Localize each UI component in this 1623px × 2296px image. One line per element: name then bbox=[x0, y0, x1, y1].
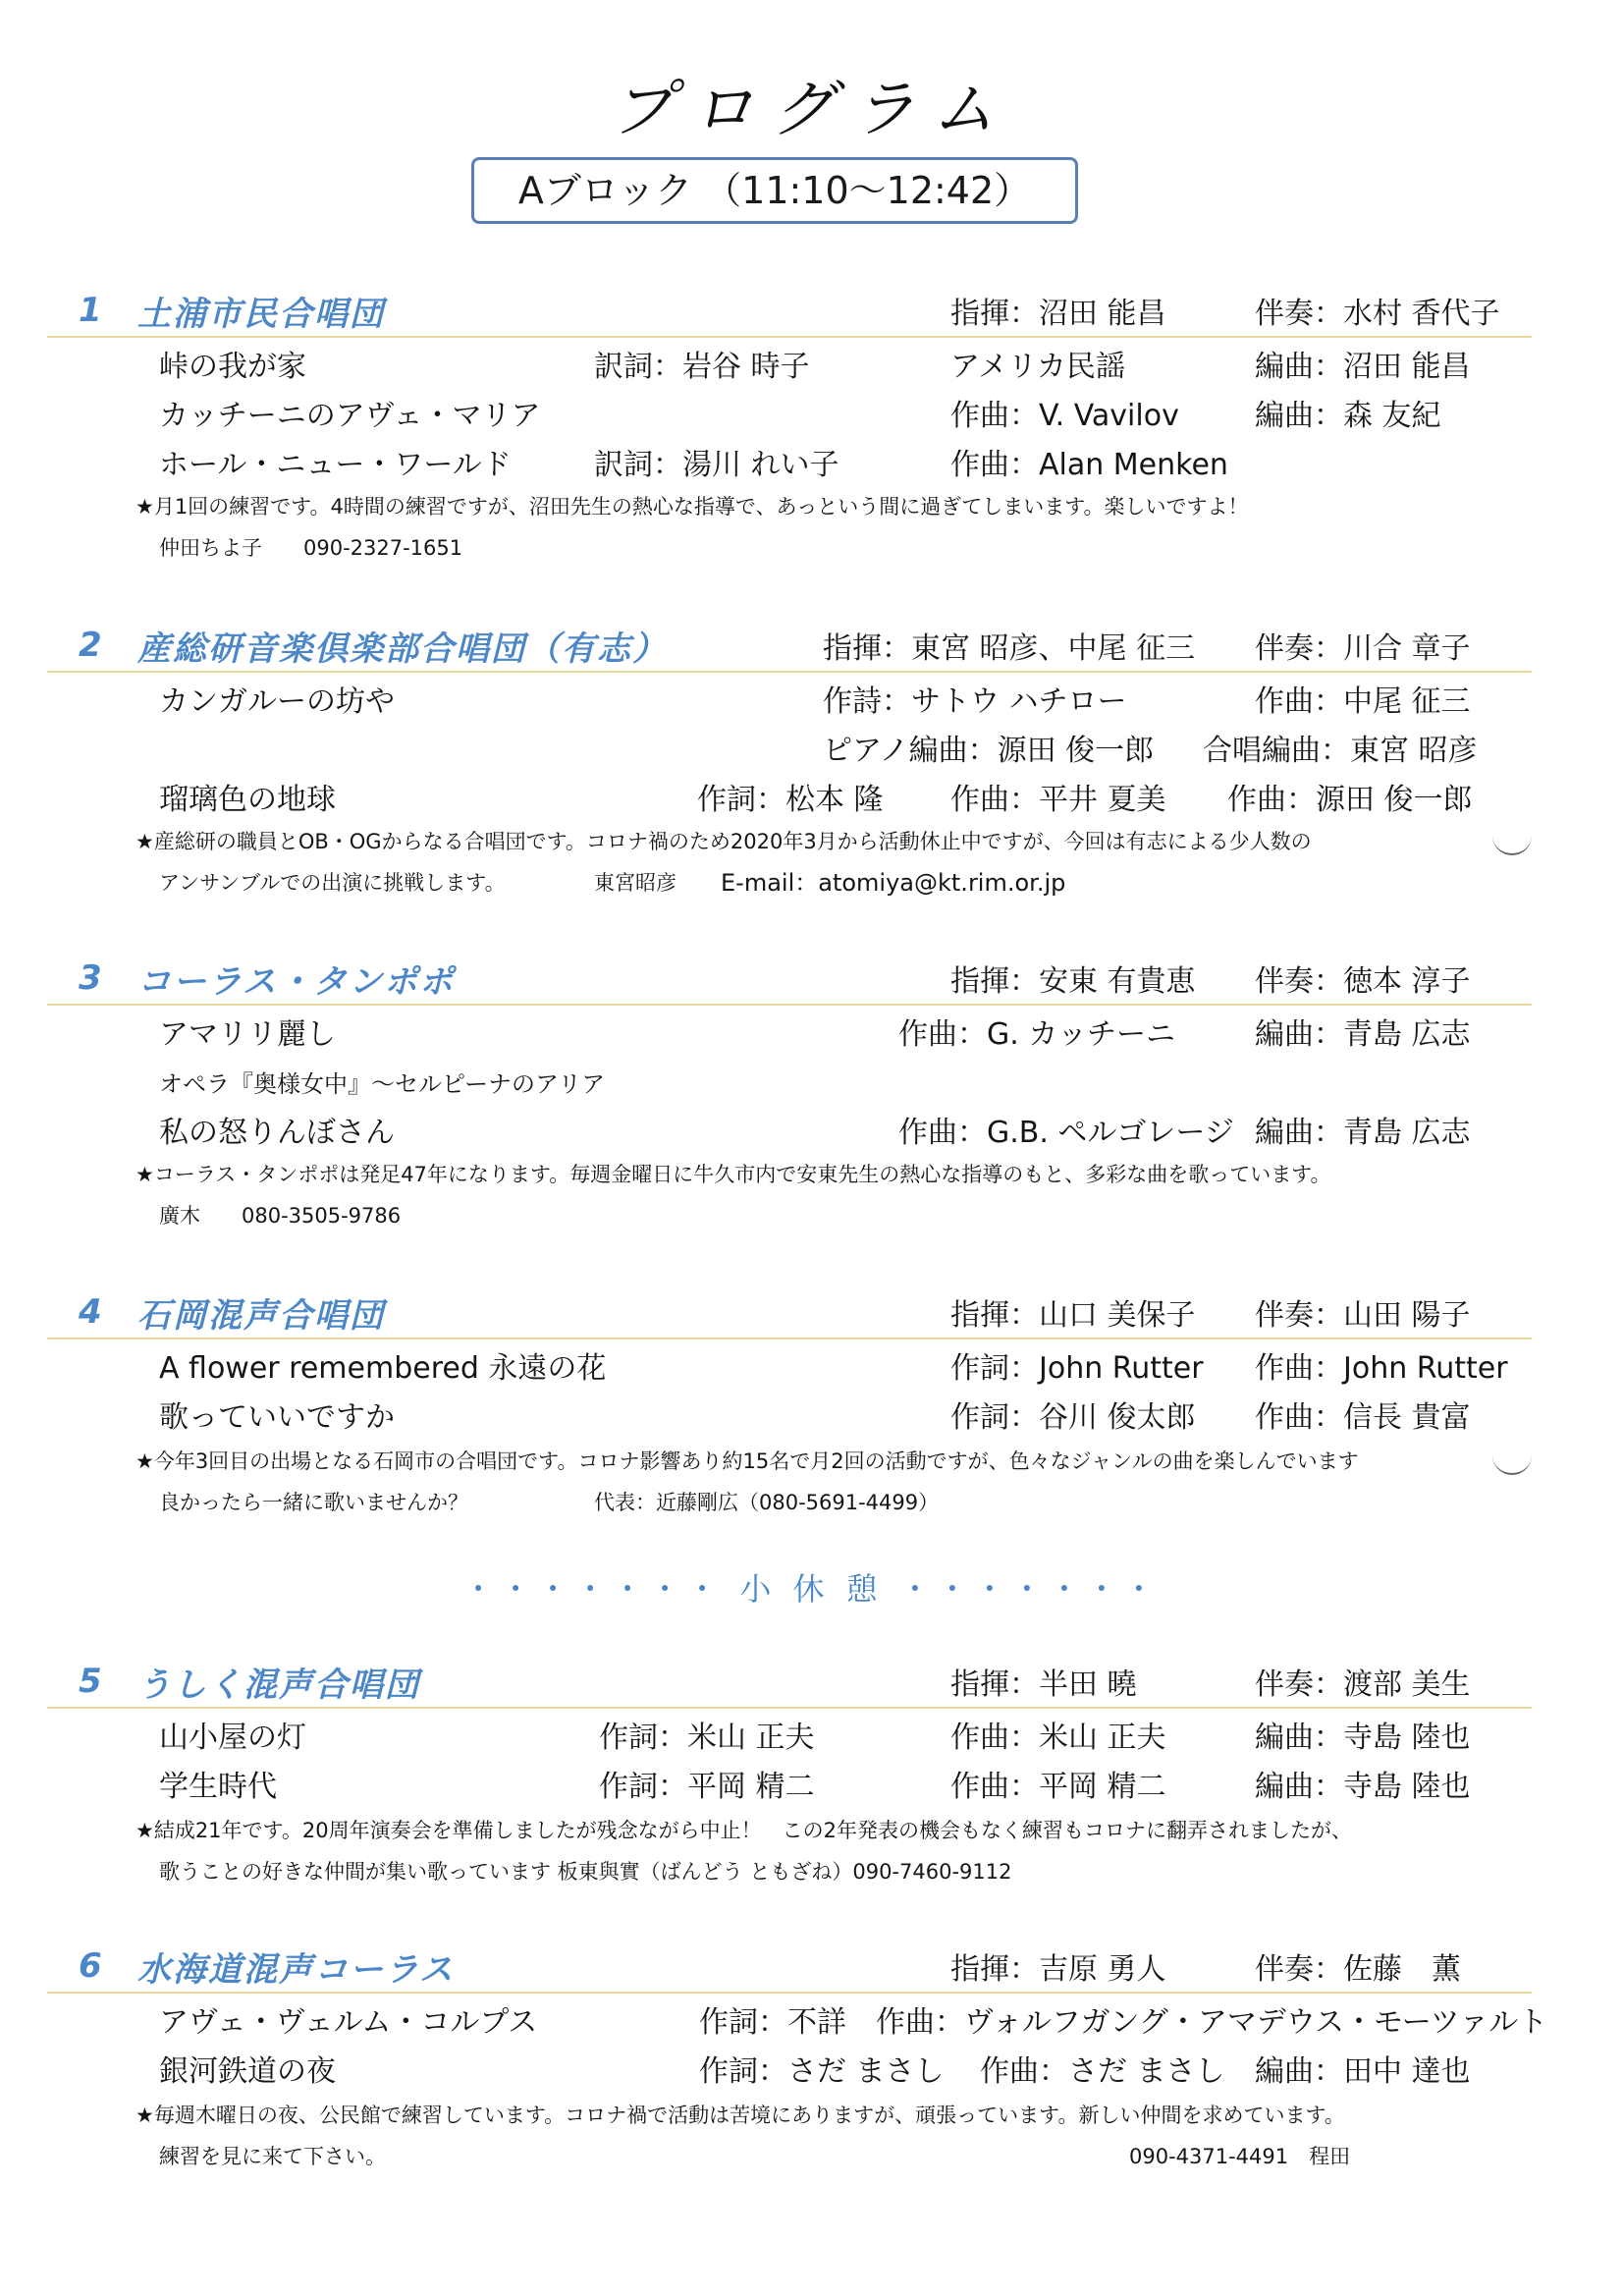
contact: 仲田ちよ子 090-2327-1651 bbox=[159, 536, 463, 560]
group-note-cont: 練習を見に来て下さい。 bbox=[159, 2145, 386, 2168]
song-title: アヴェ・ヴェルム・コルプス bbox=[159, 2005, 538, 2040]
song-title: カンガルーの坊や bbox=[159, 684, 395, 719]
lyricist: 作詞：平岡 精二 bbox=[599, 1770, 815, 1804]
lyricist: 作詞：米山 正夫 bbox=[599, 1721, 815, 1755]
accompanist: 伴奏：川合 章子 bbox=[1255, 631, 1471, 666]
group-name: うしく混声合唱団 bbox=[137, 1666, 420, 1705]
arranger: 編曲：森 友紀 bbox=[1255, 399, 1441, 433]
lyricist: 訳詞：岩谷 時子 bbox=[594, 350, 810, 384]
entry-number: 5 bbox=[79, 1662, 102, 1701]
composer: 作曲：G.B. ペルゴレージ bbox=[898, 1116, 1234, 1150]
choral-arranger: 合唱編曲：東宮 昭彦 bbox=[1203, 734, 1478, 768]
song-title: 私の怒りんぼさん bbox=[159, 1116, 395, 1150]
accompanist: 伴奏：渡部 美生 bbox=[1255, 1667, 1471, 1702]
arranger: 編曲：沼田 能昌 bbox=[1255, 350, 1471, 384]
composer: 作曲：信長 貴富 bbox=[1255, 1400, 1471, 1435]
lyricist: 作詞：John Rutter bbox=[950, 1351, 1204, 1386]
divider bbox=[47, 1004, 1532, 1006]
entry-number: 6 bbox=[79, 1946, 102, 1986]
entry-number: 1 bbox=[79, 291, 102, 330]
contact: 090-4371-4491 程田 bbox=[1129, 2145, 1351, 2168]
entry-number: 2 bbox=[79, 626, 102, 665]
composer: アメリカ民謡 bbox=[950, 350, 1125, 384]
block-label: Aブロック （11:10～12:42） bbox=[471, 157, 1078, 224]
divider bbox=[47, 671, 1532, 673]
song-title: 歌っていいですか bbox=[159, 1400, 395, 1435]
contact: 廣木 080-3505-9786 bbox=[159, 1204, 402, 1228]
group-note: ★産総研の職員とOB・OGからなる合唱団です。コロナ禍のため2020年3月から活動休止中ですが、今回は有志による少人数の bbox=[135, 830, 1312, 853]
lyricist: 作詞：さだ まさし bbox=[699, 2054, 945, 2089]
group-note-cont: アンサンブルでの出演に挑戦します。 bbox=[159, 871, 506, 895]
contact-email: E-mail：atomiya@kt.rim.or.jp bbox=[721, 869, 1066, 897]
entry-number: 4 bbox=[79, 1292, 102, 1332]
composer: 作曲：Alan Menken bbox=[950, 448, 1228, 482]
accompanist: 伴奏：佐藤 薫 bbox=[1255, 1952, 1461, 1987]
lyricist: 作詞：松本 隆 bbox=[697, 783, 884, 817]
group-note: ★結成21年です。20周年演奏会を準備しましたが残念ながら中止！ この2年発表の機会もなく練習もコロナに翻弄されましたが、 bbox=[135, 1819, 1352, 1842]
composer: 作曲：米山 正夫 bbox=[950, 1721, 1166, 1755]
song-title: 瑠璃色の地球 bbox=[159, 783, 336, 817]
group-note: ★毎週木曜日の夜、公民館で練習しています。コロナ禍で活動は苦境にありますが、頑張っています。新しい仲間を求めています。 bbox=[135, 2104, 1345, 2127]
accompanist: 伴奏：水村 香代子 bbox=[1255, 297, 1500, 331]
composer: 作曲：さだ まさし bbox=[980, 2054, 1225, 2089]
song-title: 峠の我が家 bbox=[159, 350, 306, 384]
arranger: 編曲：寺島 陸也 bbox=[1255, 1721, 1471, 1755]
group-note: ★月1回の練習です。4時間の練習ですが、沼田先生の熱心な指導で、あっという間に過ぎてしまいます。楽しいですよ！ bbox=[135, 495, 1249, 519]
accompanist: 伴奏：徳本 淳子 bbox=[1255, 964, 1471, 999]
composer: 作曲：ヴォルフガング・アマデウス・モーツァルト bbox=[876, 2005, 1548, 2040]
entry-number: 3 bbox=[79, 958, 102, 998]
group-note: ★今年3回目の出場となる石岡市の合唱団です。コロナ影響あり約15名で月2回の活動ですが、色々なジャンルの曲を楽しんでいます bbox=[135, 1449, 1359, 1473]
page-title: プログラム bbox=[610, 74, 1013, 146]
lyricist: 作詞：谷川 俊太郎 bbox=[950, 1400, 1196, 1435]
contact-name: 東宮昭彦 bbox=[594, 871, 676, 895]
arranger: 編曲：青島 広志 bbox=[1255, 1017, 1471, 1052]
composer: 作曲：平井 夏美 bbox=[950, 783, 1166, 817]
accompanist: 伴奏：山田 陽子 bbox=[1255, 1298, 1471, 1333]
lyricist: 訳詞：湯川 れい子 bbox=[594, 448, 839, 482]
group-note: ★コーラス・タンポポは発足47年になります。毎週金曜日に牛久市内で安東先生の熱心な指導のもと、多彩な曲を歌っています。 bbox=[135, 1163, 1331, 1186]
group-name: 産総研音楽倶楽部合唱団（有志） bbox=[137, 629, 668, 669]
divider bbox=[47, 336, 1532, 338]
song-title: アマリリ麗し bbox=[159, 1017, 336, 1052]
divider bbox=[47, 1707, 1532, 1709]
song-title: 学生時代 bbox=[159, 1770, 277, 1804]
contact: 代表：近藤剛広（080-5691-4499） bbox=[594, 1491, 940, 1514]
conductor: 指揮：沼田 能昌 bbox=[950, 297, 1166, 331]
composer: 作曲：中尾 征三 bbox=[1255, 684, 1471, 719]
composer: 作曲：平岡 精二 bbox=[950, 1770, 1166, 1804]
piano-arranger: ピアノ編曲：源田 俊一郎 bbox=[823, 734, 1155, 768]
conductor: 指揮：山口 美保子 bbox=[950, 1298, 1196, 1333]
song-title: カッチーニのアヴェ・マリア bbox=[159, 399, 541, 433]
song-title: 銀河鉄道の夜 bbox=[159, 2054, 336, 2089]
intermission-label: ・・・・・・・ 小 休 憩 ・・・・・・・ bbox=[462, 1570, 1161, 1608]
song-title: ホール・ニュー・ワールド bbox=[159, 448, 512, 482]
group-name: 土浦市民合唱団 bbox=[137, 295, 385, 334]
song-title: 山小屋の灯 bbox=[159, 1721, 306, 1755]
song-title: A flower remembered 永遠の花 bbox=[159, 1351, 607, 1386]
conductor: 指揮：東宮 昭彦、中尾 征三 bbox=[823, 631, 1196, 666]
composer: 作曲：V. Vavilov bbox=[950, 399, 1179, 433]
contact: 歌うことの好きな仲間が集い歌っています 板東與實（ばんどう ともざね）090-7460-9112 bbox=[159, 1860, 1012, 1884]
composer: 作曲：G. カッチーニ bbox=[898, 1017, 1176, 1052]
divider bbox=[47, 1338, 1532, 1339]
scan-mark bbox=[1492, 1455, 1532, 1475]
arranger: 編曲：青島 広志 bbox=[1255, 1116, 1471, 1150]
arranger: 編曲：寺島 陸也 bbox=[1255, 1770, 1471, 1804]
group-name: 水海道混声コーラス bbox=[137, 1950, 455, 1990]
composer: 作曲：John Rutter bbox=[1255, 1351, 1508, 1386]
conductor: 指揮：半田 曉 bbox=[950, 1667, 1137, 1702]
arranger: 編曲：田中 達也 bbox=[1255, 2054, 1471, 2089]
conductor: 指揮：安東 有貴恵 bbox=[950, 964, 1196, 999]
conductor: 指揮：吉原 勇人 bbox=[950, 1952, 1166, 1987]
composer-2: 作曲：源田 俊一郎 bbox=[1227, 783, 1473, 817]
group-note-cont: 良かったら一緒に歌いませんか？ bbox=[159, 1491, 468, 1514]
scan-mark bbox=[1492, 836, 1532, 855]
song-subtitle: オペラ『奥様女中』～セルピーナのアリア bbox=[159, 1070, 606, 1098]
group-name: コーラス・タンポポ bbox=[137, 962, 455, 1002]
group-name: 石岡混声合唱団 bbox=[137, 1296, 385, 1336]
divider bbox=[47, 1992, 1532, 1994]
lyricist: 作詞：不詳 bbox=[699, 2005, 846, 2040]
lyricist: 作詩：サトウ ハチロー bbox=[823, 684, 1127, 719]
